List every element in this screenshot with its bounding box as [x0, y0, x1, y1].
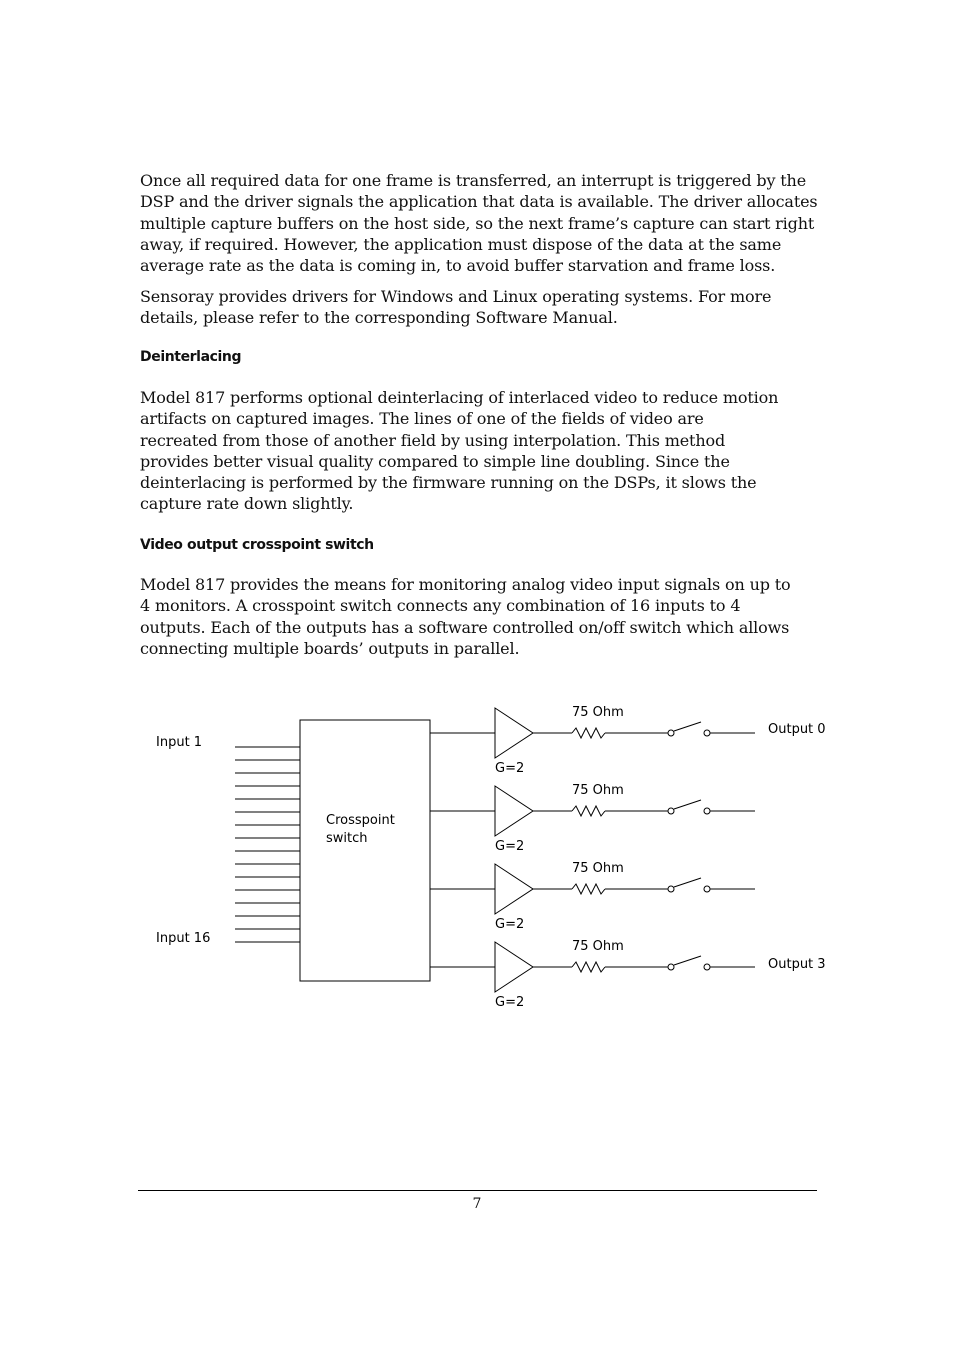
- crosspoint-switch-diagram: [140, 695, 840, 1025]
- amplifier-triangle: [495, 708, 533, 758]
- label-gain: G=2: [495, 839, 525, 854]
- label-output-last: Output 3: [768, 957, 826, 972]
- label-output-first: Output 0: [768, 722, 826, 737]
- resistor-symbol: [572, 884, 605, 894]
- amplifier-triangle: [495, 942, 533, 992]
- heading-crosspoint-switch: Video output crosspoint switch: [140, 537, 374, 553]
- label-resistor: 75 Ohm: [572, 705, 624, 720]
- label-resistor: 75 Ohm: [572, 861, 624, 876]
- footer-divider: [138, 1190, 817, 1191]
- label-gain: G=2: [495, 995, 525, 1010]
- paragraph-crosspoint: Model 817 provides the means for monitoring analog video input signals on up to 4 monitors. A crosspoint switch connects any combination of 16 inputs to 4 outputs. Each of the outputs has a software controlled on/off switch which allows connecting multiple boards’ outputs in parallel.: [140, 575, 791, 658]
- input-lines: [235, 747, 300, 942]
- label-gain: G=2: [495, 917, 525, 932]
- resistor-symbol: [572, 728, 605, 738]
- crosspoint-block: [300, 720, 430, 981]
- label-gain: G=2: [495, 761, 525, 776]
- label-resistor: 75 Ohm: [572, 939, 624, 954]
- label-switch: switch: [326, 831, 368, 846]
- heading-deinterlacing: Deinterlacing: [140, 349, 242, 365]
- amplifier-triangle: [495, 786, 533, 836]
- label-resistor: 75 Ohm: [572, 783, 624, 798]
- paragraph-drivers: Sensoray provides drivers for Windows and Linux operating systems. For more details, please refer to the corresponding Software Manual.: [140, 287, 772, 328]
- label-input-last: Input 16: [156, 931, 211, 946]
- paragraph-frame-transfer: Once all required data for one frame is transferred, an interrupt is triggered by the DSP and the driver signals the application that data is available. The driver allocates multiple capture buffers on the host side, so the next frame’s capture can start right away, if required. However, the application must dispose of the data at the same average rate as the data is coming in, to avoid buffer starvation and frame loss.: [140, 171, 818, 276]
- resistor-symbol: [572, 962, 605, 972]
- amplifier-triangle: [495, 864, 533, 914]
- paragraph-deinterlacing: Model 817 performs optional deinterlacing of interlaced video to reduce motion artifacts on captured images. The lines of one of the fields of video are recreated from those of another field by using interpolation. This method provides better visual quality compared to simple line doubling. Since the deinterlacing is performed by the firmware running on the DSPs, it slows the capture rate down slightly.: [140, 388, 779, 514]
- page-number: 7: [472, 1196, 482, 1212]
- label-input-first: Input 1: [156, 735, 203, 750]
- resistor-symbol: [572, 806, 605, 816]
- label-crosspoint: Crosspoint: [326, 813, 395, 828]
